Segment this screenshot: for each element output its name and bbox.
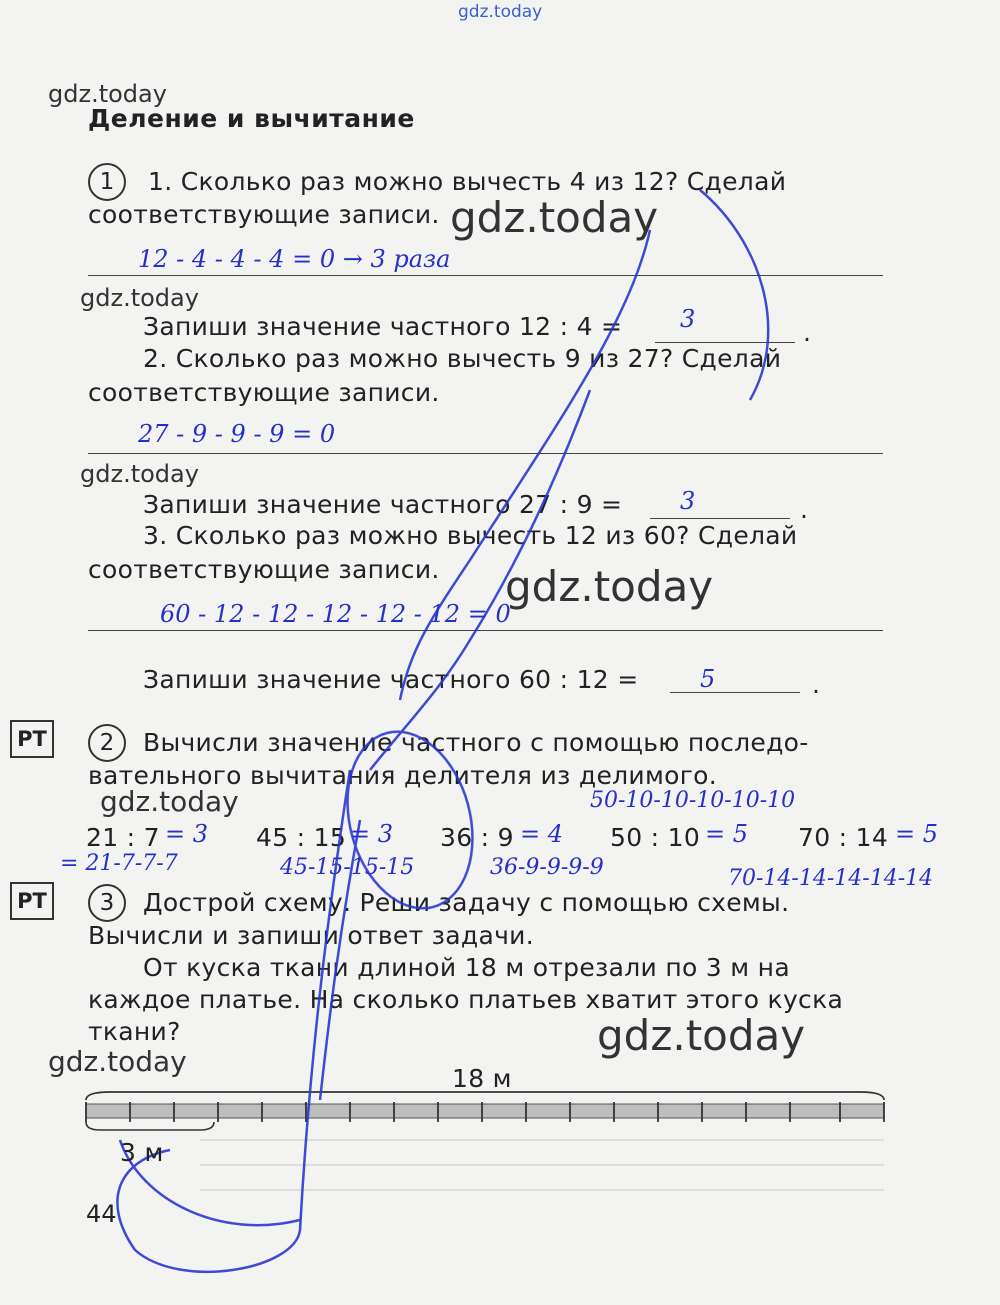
quotient-label: Запиши значение частного 27 : 9 = [143, 490, 623, 519]
handwritten-work: 70-14-14-14-14-14 [728, 866, 934, 891]
watermark: gdz.today [450, 193, 659, 242]
handwritten-answer: 12 - 4 - 4 - 4 = 0 → 3 раза [138, 245, 451, 273]
watermark: gdz.today [80, 460, 199, 488]
expression: 36 : 9 [440, 823, 514, 852]
expression: 45 : 15 [256, 823, 347, 852]
expression: 70 : 14 [798, 823, 889, 852]
question-text: соответствующие записи. [88, 555, 440, 584]
task-number: 2 [88, 724, 126, 762]
task-number: 3 [88, 884, 126, 922]
watermark: gdz.today [48, 80, 167, 108]
question-text: 1. Сколько раз можно вычесть 4 из 12? Сделай [148, 167, 787, 196]
question-text: каждое платье. На сколько платьев хватит этого куска [88, 985, 844, 1014]
handwritten-work: = 21-7-7-7 [60, 851, 178, 876]
rt-badge: РТ [10, 882, 54, 920]
handwritten-answer: = 5 [895, 820, 939, 848]
handwritten-answer: 3 [680, 487, 696, 515]
quotient-label: Запиши значение частного 12 : 4 = [143, 312, 623, 341]
watermark: gdz.today [597, 1011, 806, 1060]
watermark: gdz.today [48, 1045, 187, 1078]
question-text: соответствующие записи. [88, 200, 440, 229]
expression: 50 : 10 [610, 823, 701, 852]
watermark: gdz.today [100, 785, 239, 818]
expression: 21 : 7 [86, 823, 160, 852]
question-text: ткани? [88, 1017, 181, 1046]
question-text: соответствующие записи. [88, 378, 440, 407]
question-text: Дострой схему. Реши задачу с помощью схемы. [143, 888, 790, 917]
watermark: gdz.today [80, 284, 199, 312]
question-text: Вычисли значение частного с помощью последо- [143, 728, 809, 757]
question-text: 2. Сколько раз можно вычесть 9 из 27? Сделай [143, 344, 782, 373]
handwritten-work: 36-9-9-9-9 [490, 855, 604, 880]
question-text: 3. Сколько раз можно вычесть 12 из 60? Сделай [143, 521, 798, 550]
handwritten-answer: = 3 [350, 820, 394, 848]
handwritten-answer: 3 [680, 305, 696, 333]
handwritten-answer: 60 - 12 - 12 - 12 - 12 - 12 = 0 [160, 600, 511, 628]
watermark: gdz.today [505, 562, 714, 611]
handwritten-answer: 27 - 9 - 9 - 9 = 0 [138, 420, 336, 448]
handwritten-answer: 5 [700, 665, 716, 693]
handwritten-answer: = 3 [165, 820, 209, 848]
handwritten-work: 50-10-10-10-10-10 [590, 788, 796, 813]
question-text: вательного вычитания делителя из делимого. [88, 761, 717, 790]
scheme-part-label: 3 м [120, 1138, 164, 1167]
handwritten-answer: = 5 [705, 820, 749, 848]
page-number: 44 [86, 1200, 117, 1228]
rt-badge: РТ [10, 720, 54, 758]
task-number: 1 [88, 163, 126, 201]
handwritten-work: 45-15-15-15 [280, 855, 415, 880]
quotient-label: Запиши значение частного 60 : 12 = [143, 665, 639, 694]
header-watermark: gdz.today [458, 2, 543, 22]
handwritten-answer: = 4 [520, 820, 564, 848]
page-title: Деление и вычитание [88, 104, 415, 133]
question-text: Вычисли и запиши ответ задачи. [88, 921, 534, 950]
scheme-total-label: 18 м [452, 1064, 512, 1093]
question-text: От куска ткани длиной 18 м отрезали по 3 м на [143, 953, 790, 982]
